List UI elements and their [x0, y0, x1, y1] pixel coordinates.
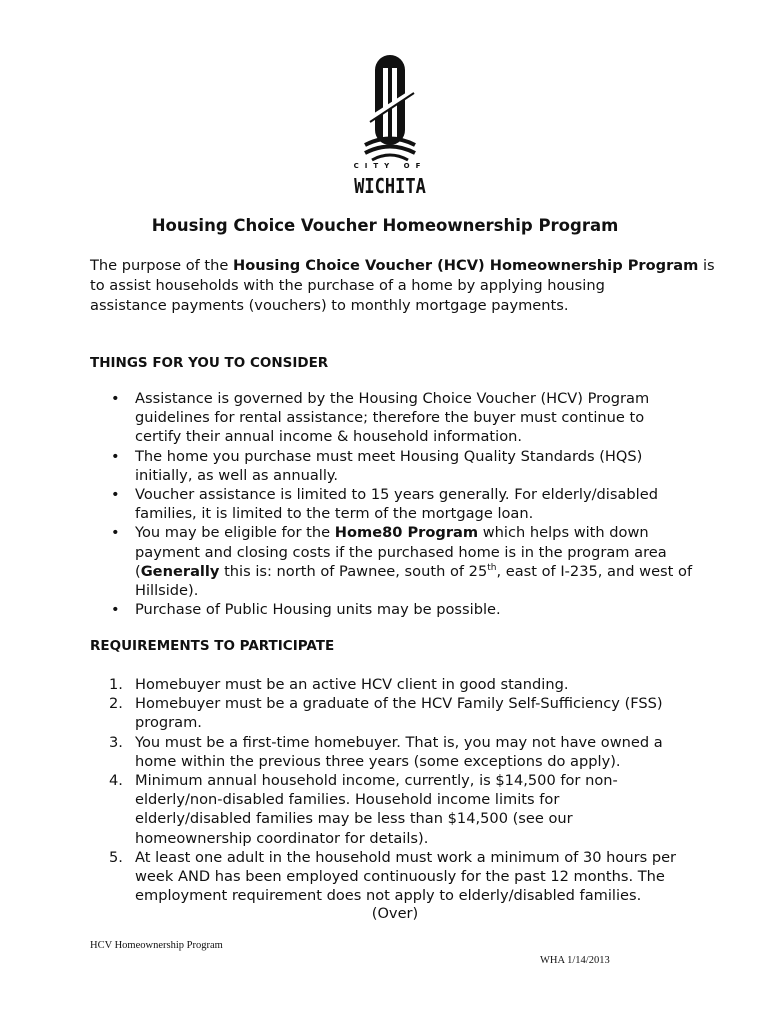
bold-text: Home80 Program — [334, 524, 479, 542]
list-item — [109, 848, 677, 906]
text-line — [135, 848, 676, 867]
text-line — [135, 466, 692, 485]
text-segment: Minimum annual household income, currently, is $14,500 for non- — [135, 772, 618, 790]
text-segment: guidelines for rental assistance; therefore the buyer must continue to — [135, 409, 645, 427]
text-segment: elderly/disabled families may be less than $14,500 (see our — [135, 810, 573, 828]
logo-wichita: WICHITA — [354, 174, 426, 198]
item-number: 4. — [109, 772, 123, 790]
bullet-icon: • — [111, 524, 120, 542]
text-line — [135, 829, 676, 848]
list-item — [111, 523, 693, 600]
text-line — [135, 790, 676, 809]
considerations-list — [111, 389, 693, 619]
bullet-icon: • — [111, 447, 120, 465]
text-line — [135, 543, 692, 562]
list-item — [111, 485, 692, 523]
text-segment: You must be a first-time homebuyer. That is, you may not have owned a — [135, 733, 663, 751]
list-item — [111, 389, 692, 447]
text-segment: program. — [135, 714, 202, 732]
text-line — [135, 447, 692, 466]
text-line — [135, 886, 676, 905]
over-note: (Over) — [371, 905, 419, 922]
text-line — [135, 504, 692, 523]
text-line — [135, 867, 676, 886]
text-line — [90, 256, 715, 276]
intro-paragraph — [90, 256, 715, 316]
list-item — [109, 694, 676, 732]
text-segment: certify their annual income & household information. — [135, 428, 523, 446]
text-segment: ( — [135, 562, 141, 580]
document-title: Housing Choice Voucher Homeownership Program — [151, 216, 619, 235]
text-segment: Homebuyer must be a graduate of the HCV Family Self-Sufficiency (FSS) — [135, 695, 663, 713]
list-item — [109, 771, 676, 848]
list-item — [109, 675, 676, 694]
text-line — [135, 562, 692, 581]
text-segment: homeownership coordinator for details). — [135, 829, 429, 847]
bullet-icon: • — [111, 390, 120, 407]
text-segment: is — [698, 257, 715, 274]
text-segment: families, it is limited to the term of the mortgage loan. — [135, 505, 534, 523]
bullet-icon: • — [111, 601, 120, 619]
text-line — [90, 296, 715, 316]
item-number: 1. — [109, 676, 123, 693]
text-segment: The purpose of the — [90, 257, 234, 274]
text-line — [135, 427, 692, 446]
text-line — [135, 809, 676, 828]
text-segment: elderly/non-disabled families. Household income limits for — [135, 791, 560, 809]
list-item — [111, 447, 692, 485]
city-of-wichita-logo — [340, 50, 440, 210]
logo-city-of: CITY OF — [353, 162, 427, 170]
text-line — [135, 675, 676, 694]
text-segment: You may be eligible for the — [135, 524, 335, 542]
text-segment: employment requirement does not apply to elderly/disabled families. — [135, 887, 642, 905]
requirements-list — [109, 675, 677, 905]
text-segment: assistance payments (vouchers) to monthly mortgage payments. — [90, 297, 569, 314]
bullet-icon: • — [111, 486, 120, 504]
text-line — [135, 713, 676, 732]
item-number: 2. — [109, 695, 123, 713]
text-line — [135, 733, 676, 752]
bold-text: Housing Choice Voucher (HCV) Homeownership Program — [233, 257, 699, 274]
text-line — [135, 408, 692, 427]
text-segment: Homebuyer must be an active HCV client in good standing. — [135, 676, 569, 693]
text-segment: Hillside). — [135, 582, 199, 600]
item-number: 5. — [109, 848, 123, 866]
text-segment: Purchase of Public Housing units may be possible. — [135, 601, 501, 619]
text-segment: The home you purchase must meet Housing Quality Standards (HQS) — [135, 447, 643, 465]
text-segment: this is: north of Pawnee, south of 25 — [219, 562, 488, 580]
text-line — [135, 694, 676, 713]
item-number: 3. — [109, 733, 123, 751]
text-line — [135, 581, 692, 600]
text-segment: to assist households with the purchase of a home by applying housing — [90, 277, 605, 294]
text-segment: payment and closing costs if the purchased home is in the program area — [135, 543, 667, 561]
text-segment: At least one adult in the household must work a minimum of 30 hours per — [135, 848, 677, 866]
text-line — [135, 771, 676, 790]
text-segment: Assistance is governed by the Housing Choice Voucher (HCV) Program — [135, 390, 650, 407]
bold-text: Generally — [140, 562, 220, 580]
text-line — [135, 600, 692, 619]
text-line — [135, 485, 692, 504]
text-segment: initially, as well as annually. — [135, 466, 339, 484]
list-item — [111, 600, 692, 619]
footer-left: HCV Homeownership Program — [90, 940, 223, 951]
text-line — [135, 389, 692, 408]
text-segment: which helps with down — [478, 524, 649, 542]
heading-things-to-consider: THINGS FOR YOU TO CONSIDER — [90, 355, 329, 371]
text-segment: Voucher assistance is limited to 15 years generally. For elderly/disabled — [135, 486, 658, 504]
text-line — [135, 752, 676, 771]
list-item — [109, 733, 676, 771]
text-segment: week AND has been employed continuously for the past 12 months. The — [135, 868, 665, 886]
text-segment: , east of I-235, and west of — [496, 562, 693, 580]
text-segment: th — [487, 562, 497, 573]
text-line — [90, 276, 715, 296]
text-segment: home within the previous three years (some exceptions do apply). — [135, 752, 621, 770]
text-line — [135, 523, 692, 542]
heading-requirements: REQUIREMENTS TO PARTICIPATE — [90, 638, 335, 654]
footer-right: WHA 1/14/2013 — [540, 955, 610, 966]
